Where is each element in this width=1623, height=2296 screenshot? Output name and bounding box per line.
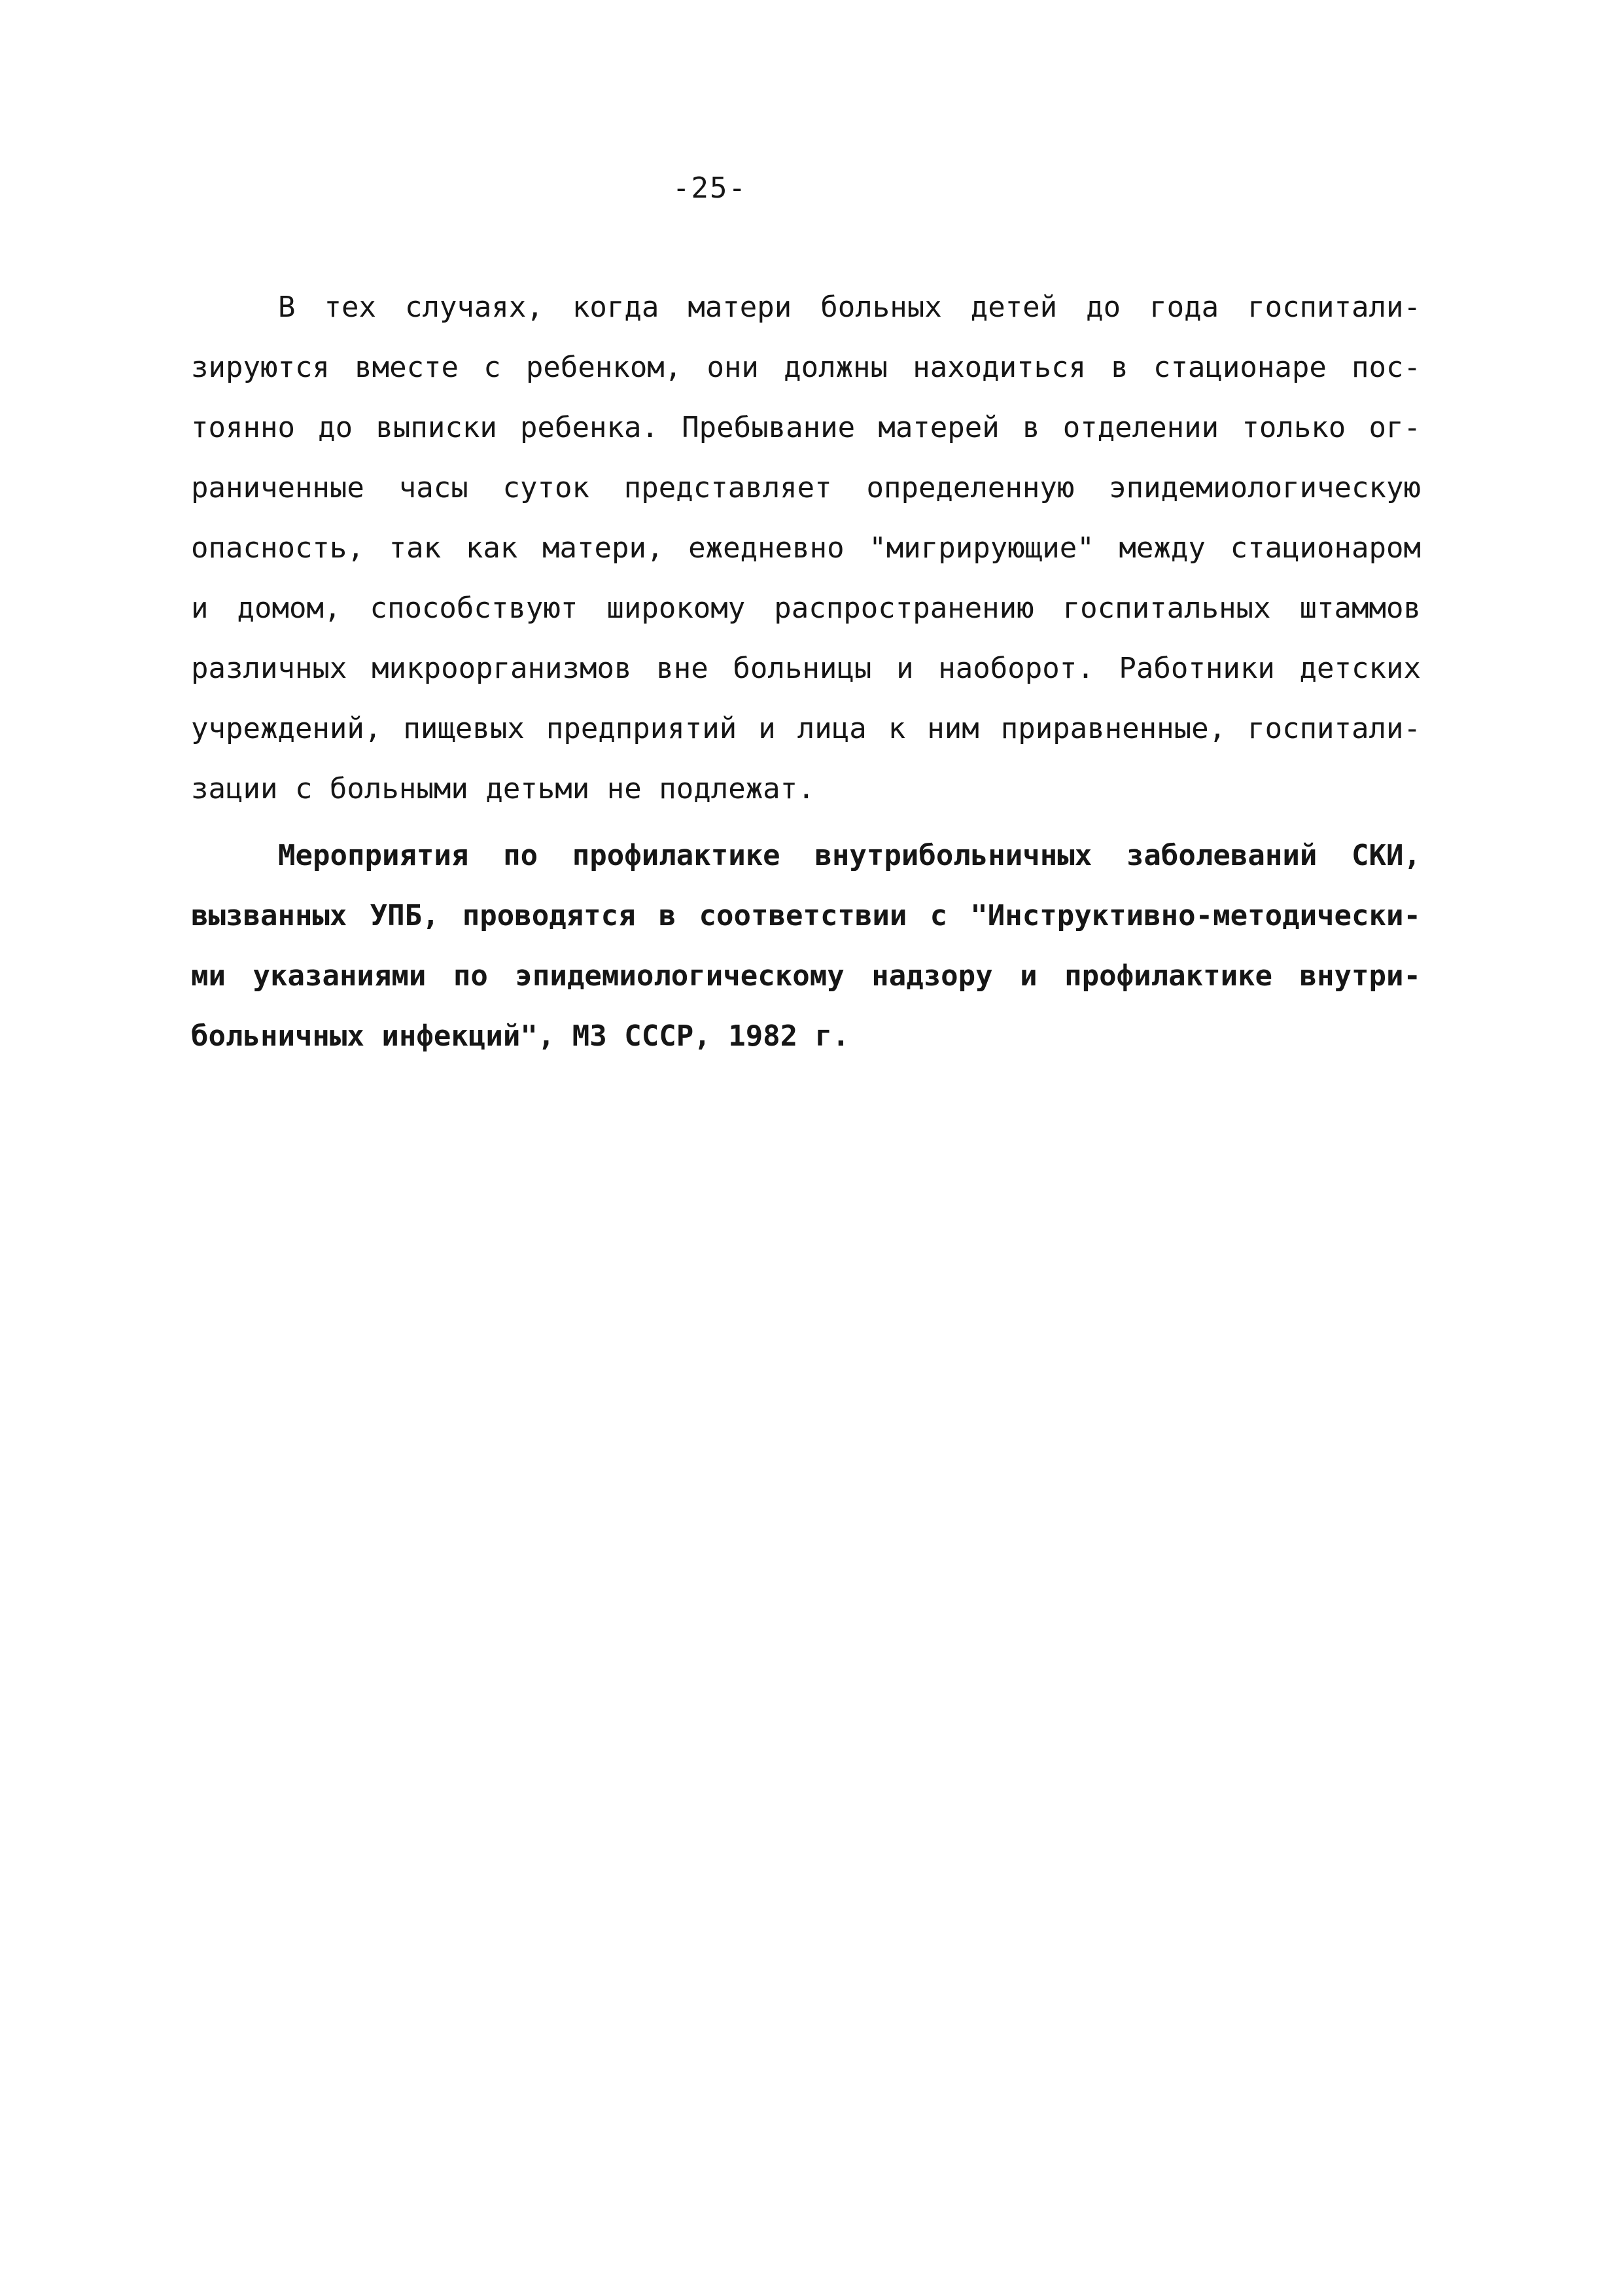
page-number: -25-	[672, 171, 747, 205]
paragraph-1-line-9: зации с больными детьми не подлежат.	[191, 772, 815, 805]
paragraph-1-line-4: раниченные часы суток представляет определенную эпидемиологическую	[191, 471, 1421, 504]
paragraph-2-line-3: ми указаниями по эпидемиологическому надзору и профилактике внутри-	[191, 959, 1421, 993]
paragraph-2-line-4: больничных инфекций", МЗ СССР, 1982 г.	[191, 1019, 850, 1053]
paragraph-1-line-6: и домом, способствуют широкому распространению госпитальных штаммов	[191, 592, 1421, 625]
paragraph-1-line-1: В тех случаях, когда матери больных детей до года госпитали-	[278, 291, 1421, 324]
paragraph-1-line-3: тоянно до выписки ребенка. Пребывание матерей в отделении только ог-	[191, 411, 1421, 444]
paragraph-1-line-7: различных микроорганизмов вне больницы и наоборот. Работники детских	[191, 652, 1421, 685]
paragraph-1-line-2: зируются вместе с ребенком, они должны находиться в стационаре пос-	[191, 351, 1421, 384]
paragraph-2-line-1: Мероприятия по профилактике внутрибольничных заболеваний СКИ,	[278, 839, 1421, 872]
paragraph-1-line-8: учреждений, пищевых предприятий и лица к ним приравненные, госпитали-	[191, 712, 1421, 745]
paragraph-2-line-2: вызванных УПБ, проводятся в соответствии с "Инструктивно-методически-	[191, 899, 1421, 932]
paragraph-1-line-5: опасность, так как матери, ежедневно "мигрирующие" между стационаром	[191, 531, 1421, 565]
